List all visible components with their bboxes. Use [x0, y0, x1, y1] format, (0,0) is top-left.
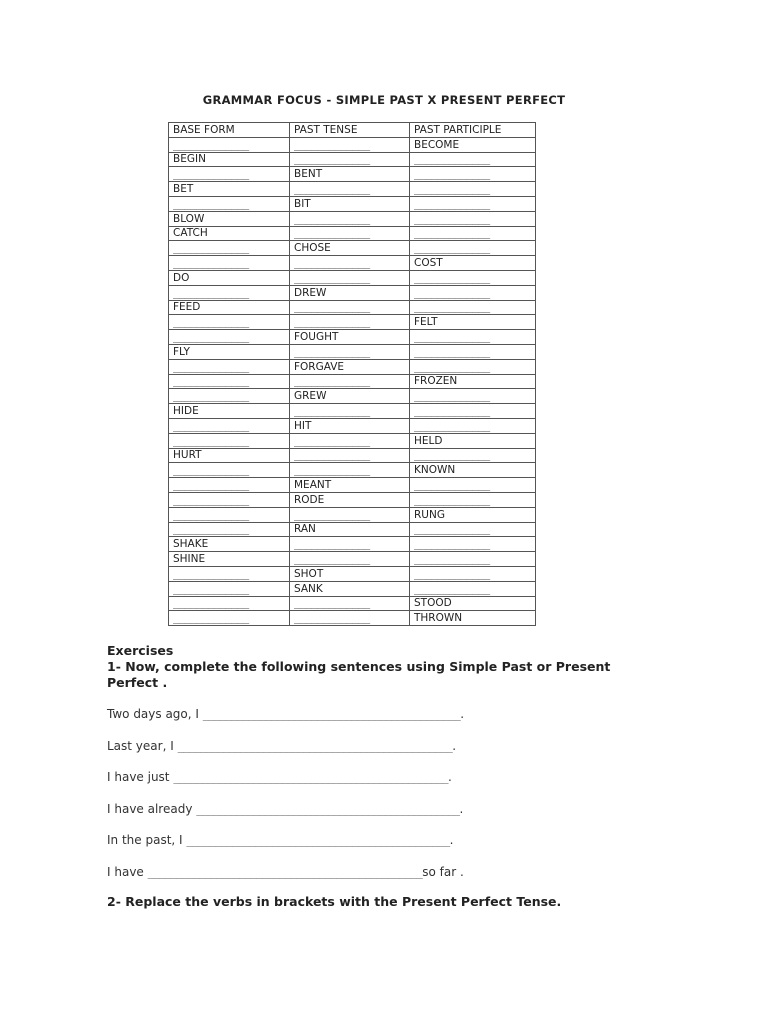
past-participle-cell[interactable]: _____________	[410, 226, 536, 241]
base-form-cell[interactable]: _____________	[169, 522, 290, 537]
exercise-sentence	[107, 864, 627, 896]
sentence-list	[107, 706, 627, 895]
table-row	[169, 522, 536, 537]
base-form-cell[interactable]: _____________	[169, 359, 290, 374]
past-tense-cell: HIT	[290, 418, 410, 433]
past-participle-cell[interactable]: _____________	[410, 167, 536, 182]
sentence-suffix: .	[459, 801, 464, 816]
table-row	[169, 211, 536, 226]
past-tense-cell: FORGAVE	[290, 359, 410, 374]
base-form-cell: FLY	[169, 344, 290, 359]
past-participle-cell: RUNG	[410, 507, 536, 522]
base-form-cell: HIDE	[169, 404, 290, 419]
past-participle-cell[interactable]: _____________	[410, 270, 536, 285]
table-row	[169, 285, 536, 300]
answer-line[interactable]: ______________________________________________	[186, 835, 450, 847]
base-form-cell[interactable]: _____________	[169, 581, 290, 596]
sentence-prefix: In the past, I	[107, 833, 187, 847]
exercise-sentence	[107, 832, 627, 864]
table-row	[169, 330, 536, 345]
table-body	[169, 137, 536, 625]
table-row	[169, 463, 536, 478]
past-tense-cell: SHOT	[290, 566, 410, 581]
past-tense-cell[interactable]: _____________	[290, 344, 410, 359]
past-participle-cell: STOOD	[410, 596, 536, 611]
past-participle-cell[interactable]: _____________	[410, 492, 536, 507]
base-form-cell[interactable]: _____________	[169, 196, 290, 211]
past-participle-cell[interactable]: _____________	[410, 418, 536, 433]
header-past-participle: PAST PARTICIPLE	[410, 123, 536, 138]
sentence-prefix: I have just	[107, 770, 174, 784]
table-row	[169, 389, 536, 404]
past-tense-cell: RODE	[290, 492, 410, 507]
past-participle-cell[interactable]: _____________	[410, 182, 536, 197]
sentence-prefix: I have already	[107, 801, 197, 816]
past-participle-cell[interactable]: _____________	[410, 300, 536, 315]
base-form-cell[interactable]: _____________	[169, 241, 290, 256]
table-row	[169, 270, 536, 285]
base-form-cell[interactable]: _____________	[169, 611, 290, 626]
table-row	[169, 537, 536, 552]
answer-line[interactable]: ______________________________________________	[196, 803, 460, 816]
base-form-cell[interactable]: _____________	[169, 478, 290, 493]
past-participle-cell[interactable]: _____________	[410, 241, 536, 256]
past-participle-cell[interactable]: _____________	[410, 152, 536, 167]
base-form-cell[interactable]: _____________	[169, 167, 290, 182]
past-participle-cell[interactable]: _____________	[410, 330, 536, 345]
past-tense-cell: GREW	[290, 389, 410, 404]
past-participle-cell[interactable]: _____________	[410, 389, 536, 404]
past-participle-cell: FELT	[410, 315, 536, 330]
past-tense-cell[interactable]: _____________	[290, 537, 410, 552]
table-row	[169, 566, 536, 581]
past-tense-cell: SANK	[290, 581, 410, 596]
base-form-cell: SHINE	[169, 552, 290, 567]
past-participle-cell[interactable]: _____________	[410, 359, 536, 374]
base-form-cell: DO	[169, 270, 290, 285]
past-tense-cell[interactable]: _____________	[290, 182, 410, 197]
past-participle-cell[interactable]: _____________	[410, 522, 536, 537]
table-row	[169, 492, 536, 507]
past-participle-cell[interactable]: _____________	[410, 566, 536, 581]
sentence-suffix: .	[447, 770, 452, 784]
base-form-cell: BLOW	[169, 211, 290, 226]
past-tense-cell[interactable]: _____________	[290, 374, 410, 389]
answer-line[interactable]: ________________________________________________	[173, 772, 448, 784]
answer-line[interactable]: ________________________________________________	[147, 866, 423, 879]
table-row	[169, 418, 536, 433]
past-tense-cell[interactable]: _____________	[290, 211, 410, 226]
exercises-section	[107, 643, 627, 895]
table-row	[169, 359, 536, 374]
past-tense-cell: FOUGHT	[290, 330, 410, 345]
table-row	[169, 581, 536, 596]
verb-forms-table	[168, 122, 536, 626]
table-row	[169, 137, 536, 152]
past-tense-cell[interactable]: _____________	[290, 433, 410, 448]
past-tense-cell[interactable]: _____________	[290, 315, 410, 330]
header-base-form: BASE FORM	[169, 123, 290, 138]
page-title: GRAMMAR FOCUS - SIMPLE PAST X PRESENT PERFECT	[202, 93, 566, 107]
past-tense-cell[interactable]: _____________	[290, 463, 410, 478]
past-participle-cell[interactable]: _____________	[410, 196, 536, 211]
exercise-sentence	[107, 769, 627, 801]
table-row	[169, 478, 536, 493]
sentence-prefix: Two days ago, I	[107, 707, 203, 721]
sentence-suffix: .	[452, 738, 457, 753]
base-form-cell[interactable]: _____________	[169, 566, 290, 581]
table-row	[169, 448, 536, 463]
table-row	[169, 226, 536, 241]
table-row	[169, 196, 536, 211]
base-form-cell[interactable]: _____________	[169, 256, 290, 271]
past-participle-cell[interactable]: _____________	[410, 285, 536, 300]
answer-line[interactable]: _____________________________________________	[202, 709, 461, 721]
table-header-row	[169, 123, 536, 138]
table-row	[169, 241, 536, 256]
table-row	[169, 404, 536, 419]
past-tense-cell[interactable]: _____________	[290, 256, 410, 271]
table-row	[169, 507, 536, 522]
base-form-cell[interactable]: _____________	[169, 433, 290, 448]
sentence-suffix: .	[449, 833, 454, 847]
base-form-cell[interactable]: _____________	[169, 507, 290, 522]
base-form-cell[interactable]: _____________	[169, 374, 290, 389]
base-form-cell[interactable]: _____________	[169, 330, 290, 345]
sentence-prefix: I have	[107, 864, 148, 879]
base-form-cell[interactable]: _____________	[169, 596, 290, 611]
past-participle-cell[interactable]: _____________	[410, 211, 536, 226]
table-row	[169, 344, 536, 359]
table-row	[169, 167, 536, 182]
past-participle-cell[interactable]: _____________	[410, 404, 536, 419]
past-tense-cell[interactable]: _____________	[290, 137, 410, 152]
exercise-sentence	[107, 706, 627, 738]
past-participle-cell[interactable]: _____________	[410, 448, 536, 463]
past-tense-cell[interactable]: _____________	[290, 270, 410, 285]
table-row	[169, 596, 536, 611]
exercise-1-instruction: 1- Now, complete the following sentences using Simple Past or Present Perfect .	[107, 659, 611, 690]
base-form-cell: FEED	[169, 300, 290, 315]
base-form-cell[interactable]: _____________	[169, 418, 290, 433]
exercise-sentence	[107, 738, 627, 770]
sentence-suffix: .	[460, 707, 465, 721]
past-tense-cell[interactable]: _____________	[290, 300, 410, 315]
table-row	[169, 611, 536, 626]
table-row	[169, 315, 536, 330]
past-participle-cell: THROWN	[410, 611, 536, 626]
past-tense-cell: BENT	[290, 167, 410, 182]
past-tense-cell: RAN	[290, 522, 410, 537]
past-participle-cell: FROZEN	[410, 374, 536, 389]
base-form-cell[interactable]: _____________	[169, 492, 290, 507]
past-participle-cell: COST	[410, 256, 536, 271]
table-row	[169, 256, 536, 271]
past-tense-cell[interactable]: _____________	[290, 611, 410, 626]
base-form-cell[interactable]: _____________	[169, 463, 290, 478]
past-participle-cell: BECOME	[410, 137, 536, 152]
past-tense-cell[interactable]: _____________	[290, 226, 410, 241]
base-form-cell[interactable]: _____________	[169, 285, 290, 300]
past-tense-cell[interactable]: _____________	[290, 404, 410, 419]
base-form-cell[interactable]: _____________	[169, 315, 290, 330]
answer-line[interactable]: ________________________________________________	[177, 740, 453, 753]
table-row	[169, 374, 536, 389]
past-participle-cell[interactable]: _____________	[410, 552, 536, 567]
past-participle-cell: HELD	[410, 433, 536, 448]
table-row	[169, 552, 536, 567]
past-participle-cell[interactable]: _____________	[410, 537, 536, 552]
past-tense-cell[interactable]: _____________	[290, 152, 410, 167]
past-tense-cell: DREW	[290, 285, 410, 300]
past-tense-cell: MEANT	[290, 478, 410, 493]
table-row	[169, 152, 536, 167]
base-form-cell: CATCH	[169, 226, 290, 241]
sentence-suffix: so far .	[422, 864, 464, 879]
past-tense-cell: BIT	[290, 196, 410, 211]
base-form-cell: HURT	[169, 448, 290, 463]
base-form-cell: BEGIN	[169, 152, 290, 167]
past-tense-cell: CHOSE	[290, 241, 410, 256]
table-row	[169, 182, 536, 197]
exercise-sentence	[107, 801, 627, 833]
sentence-prefix: Last year, I	[107, 738, 178, 753]
past-tense-cell[interactable]: _____________	[290, 552, 410, 567]
past-tense-cell[interactable]: _____________	[290, 596, 410, 611]
exercise-2-instruction: 2- Replace the verbs in brackets with the Present Perfect Tense.	[107, 894, 562, 909]
past-tense-cell[interactable]: _____________	[290, 448, 410, 463]
table-row	[169, 433, 536, 448]
header-past-tense: PAST TENSE	[290, 123, 410, 138]
past-participle-cell[interactable]: _____________	[410, 478, 536, 493]
base-form-cell[interactable]: _____________	[169, 389, 290, 404]
table-row	[169, 300, 536, 315]
past-tense-cell[interactable]: _____________	[290, 507, 410, 522]
base-form-cell: SHAKE	[169, 537, 290, 552]
past-participle-cell[interactable]: _____________	[410, 344, 536, 359]
past-participle-cell[interactable]: _____________	[410, 581, 536, 596]
base-form-cell[interactable]: _____________	[169, 137, 290, 152]
past-participle-cell: KNOWN	[410, 463, 536, 478]
base-form-cell: BET	[169, 182, 290, 197]
exercises-heading: Exercises	[107, 643, 174, 658]
